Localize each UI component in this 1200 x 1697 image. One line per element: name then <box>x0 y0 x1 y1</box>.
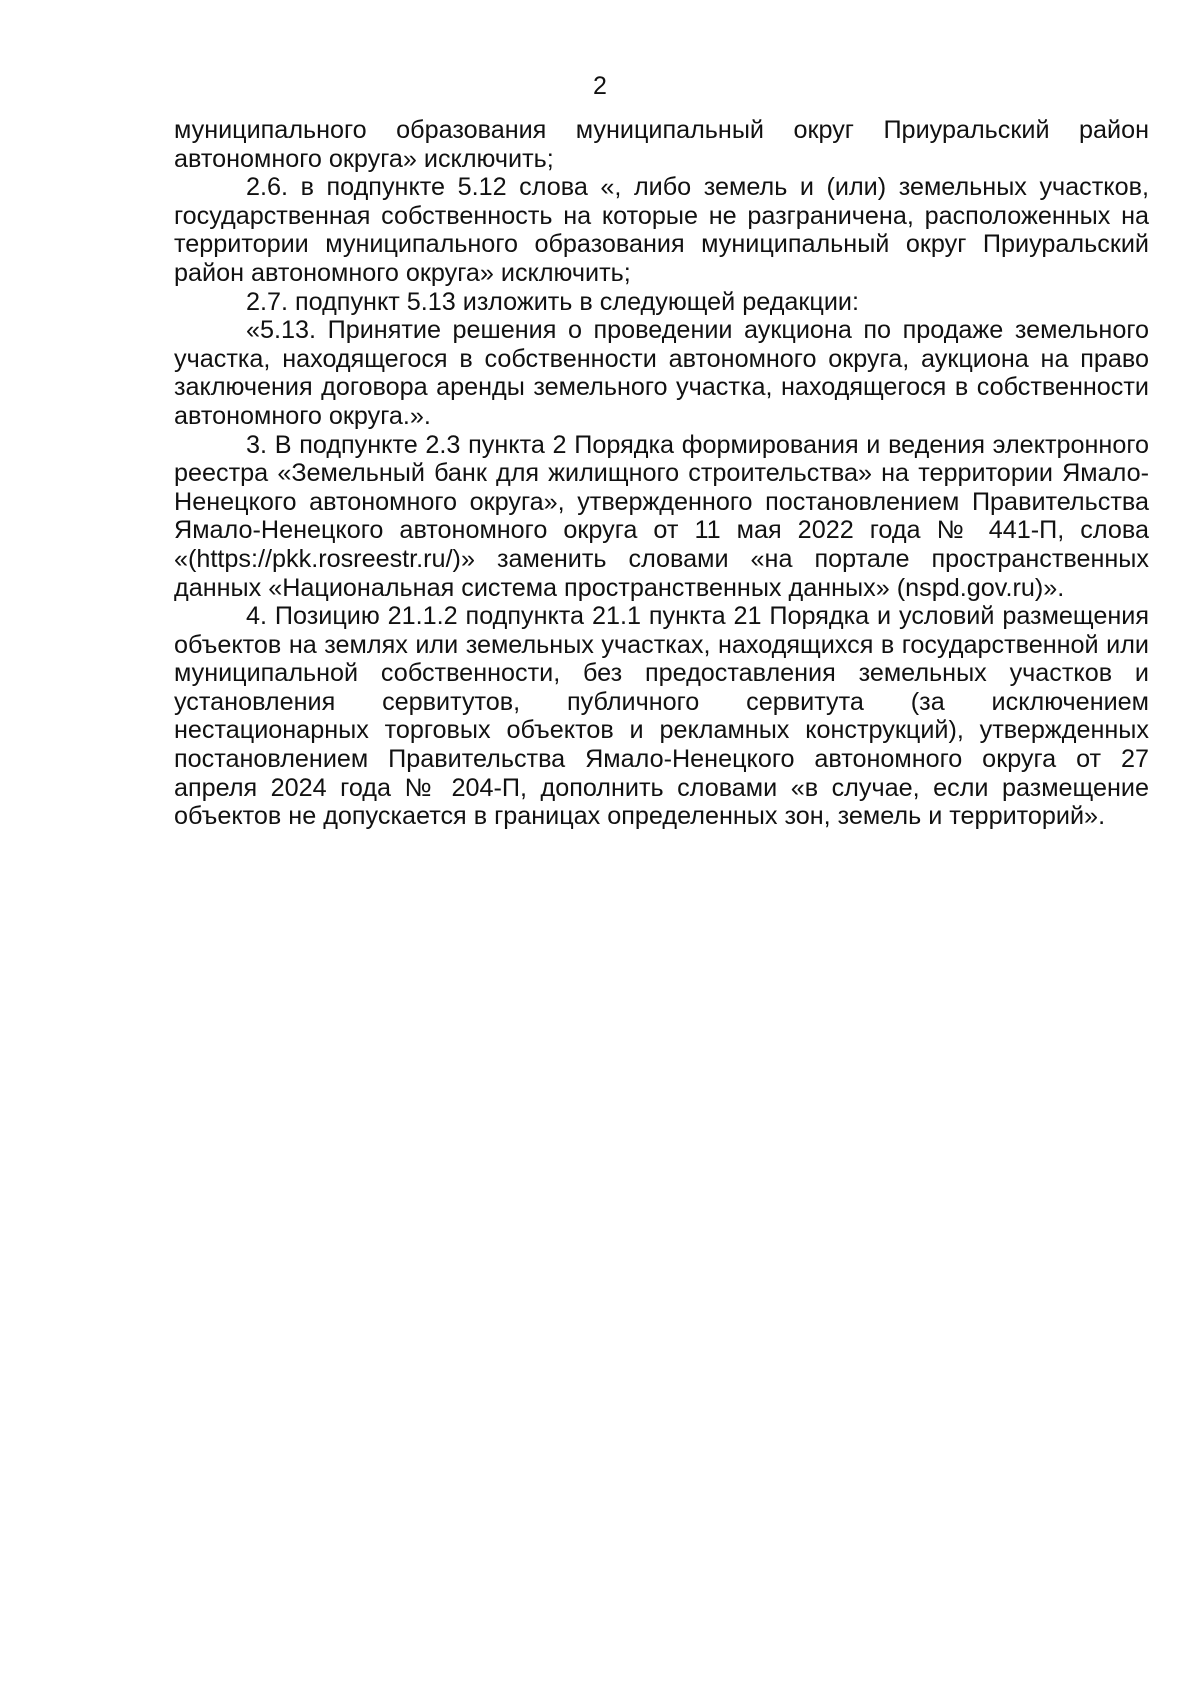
page-number: 2 <box>593 72 607 100</box>
paragraph-item-2-7: 2.7. подпункт 5.13 изложить в следующей редакции: <box>246 287 859 316</box>
paragraph-item-3: 3. В подпункте 2.3 пункта 2 Порядка формирования и ведения электронного реестра «Земельный банк для жилищного строительства» на территории Ямало-Ненецкого автономного округа», утвержденного постановлением Правительства Ямало-Ненецкого автономного округа от 11 мая 2022 года № 441-П, слова «(https://pkk.rosreestr.ru/)» заменить словами «на портале пространственных данных «Национальная система пространственных данных» (nspd.gov.ru)». <box>174 430 1149 602</box>
paragraph-quoted-5-13: «5.13. Принятие решения о проведении аукциона по продаже земельного участка, находящегося в собственности автономного округа, аукциона на право заключения договора аренды земельного участка, находящегося в собственности автономного округа.». <box>174 316 1149 430</box>
paragraph-continuation: муниципального образования муниципальный округ Приуральский район автономного округа» исключить; <box>174 116 1149 173</box>
document-body <box>174 116 1149 831</box>
paragraph-item-2-6: 2.6. в подпункте 5.12 слова «, либо земель и (или) земельных участков, государственная собственность на которые не разграничена, расположенных на территории муниципального образования муниципальный округ Приуральский район автономного округа» исключить; <box>174 173 1149 287</box>
paragraph-item-4: 4. Позицию 21.1.2 подпункта 21.1 пункта 21 Порядка и условий размещения объектов на землях или земельных участках, находящихся в государственной или муниципальной собственности, без предоставления земельных участков и установления сервитутов, публичного сервитута (за исключением нестационарных торговых объектов и рекламных конструкций), утвержденных постановлением Правительства Ямало-Ненецкого автономного округа от 27 апреля 2024 года № 204-П, дополнить словами «в случае, если размещение объектов не допускается в границах определенных зон, земель и территорий». <box>174 602 1149 831</box>
